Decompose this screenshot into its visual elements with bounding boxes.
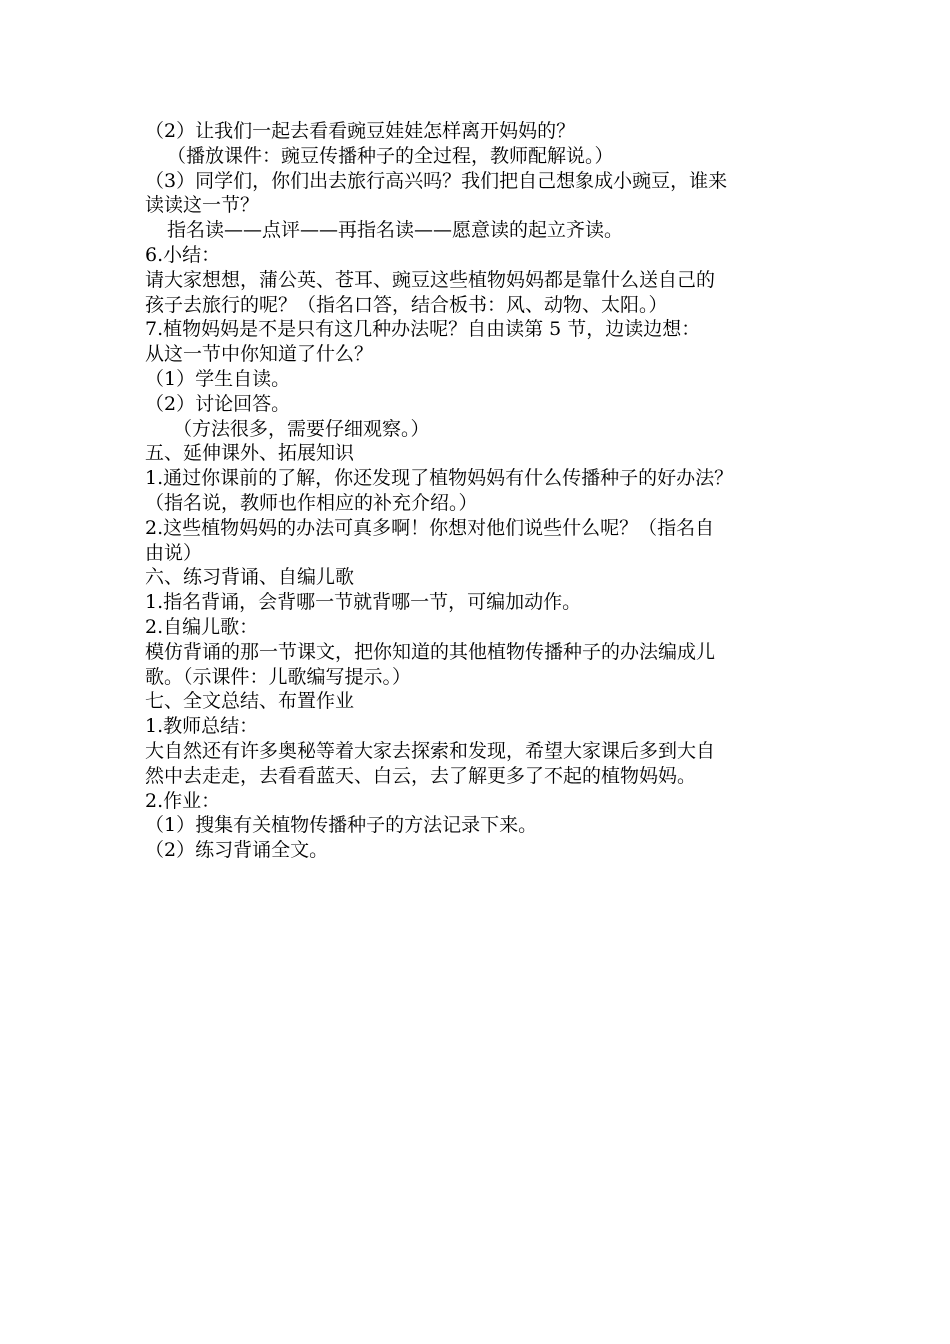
part-7-item-2: 2.作业：: [145, 789, 221, 812]
part-6-item-2-text-cont: 歌。（示课件：儿歌编写提示。）: [145, 665, 412, 688]
step-2-discuss: （2）讨论回答。: [145, 392, 291, 415]
part-7-heading: 七、全文总结、布置作业: [145, 690, 355, 713]
part-5-item-2-cont: 由说）: [145, 541, 203, 564]
part-6-heading: 六、练习背诵、自编儿歌: [145, 566, 355, 589]
part-5-item-2: 2.这些植物妈妈的办法可真多啊！你想对他们说些什么呢？（指名自: [145, 516, 715, 539]
step-3-question: （3）同学们，你们出去旅行高兴吗？我们把自己想象成小豌豆，谁来: [145, 169, 728, 192]
section-7-question-cont: 从这一节中你知道了什么？: [145, 343, 374, 366]
teacher-summary-text-cont: 然中去走走，去看看蓝天、白云，去了解更多了不起的植物妈妈。: [145, 764, 697, 787]
homework-1: （1）搜集有关植物传播种子的方法记录下来。: [145, 814, 538, 837]
summary-question: 请大家想想，蒲公英、苍耳、豌豆这些植物妈妈都是靠什么送自己的: [145, 268, 716, 291]
courseware-note-pea: （播放课件：豌豆传播种子的全过程，教师配解说。）: [167, 144, 614, 167]
section-7-question: 7.植物妈妈是不是只有这几种办法呢？自由读第 5 节，边读边想：: [145, 318, 701, 341]
teacher-summary-text: 大自然还有许多奥秘等着大家去探索和发现，希望大家课后多到大自: [145, 739, 716, 762]
reading-sequence: 指名读——点评——再指名读——愿意读的起立齐读。: [167, 219, 624, 242]
lesson-plan-body: [145, 119, 825, 863]
step-3-question-cont: 读读这一节？: [145, 194, 260, 217]
methods-note: （方法很多，需要仔细观察。）: [173, 417, 430, 440]
part-5-item-1: 1.通过你课前的了解，你还发现了植物妈妈有什么传播种子的好办法？: [145, 467, 734, 490]
part-5-heading: 五、延伸课外、拓展知识: [145, 442, 355, 465]
part-6-item-2-text: 模仿背诵的那一节课文，把你知道的其他植物传播种子的办法编成儿: [145, 640, 716, 663]
section-6-heading: 6.小结：: [145, 243, 221, 266]
part-6-item-2: 2.自编儿歌：: [145, 615, 259, 638]
summary-question-cont: 孩子去旅行的呢？（指名口答，结合板书：风、动物、太阳。）: [145, 293, 668, 316]
part-7-item-1: 1.教师总结：: [145, 715, 259, 738]
part-6-item-1: 1.指名背诵，会背哪一节就背哪一节，可编加动作。: [145, 591, 582, 614]
step-2-question: （2）让我们一起去看看豌豆娃娃怎样离开妈妈的？: [145, 120, 576, 142]
part-5-item-1-note: （指名说，教师也作相应的补充介绍。）: [145, 491, 478, 514]
step-1-self-read: （1）学生自读。: [145, 367, 291, 390]
homework-2: （2）练习背诵全文。: [145, 839, 329, 862]
